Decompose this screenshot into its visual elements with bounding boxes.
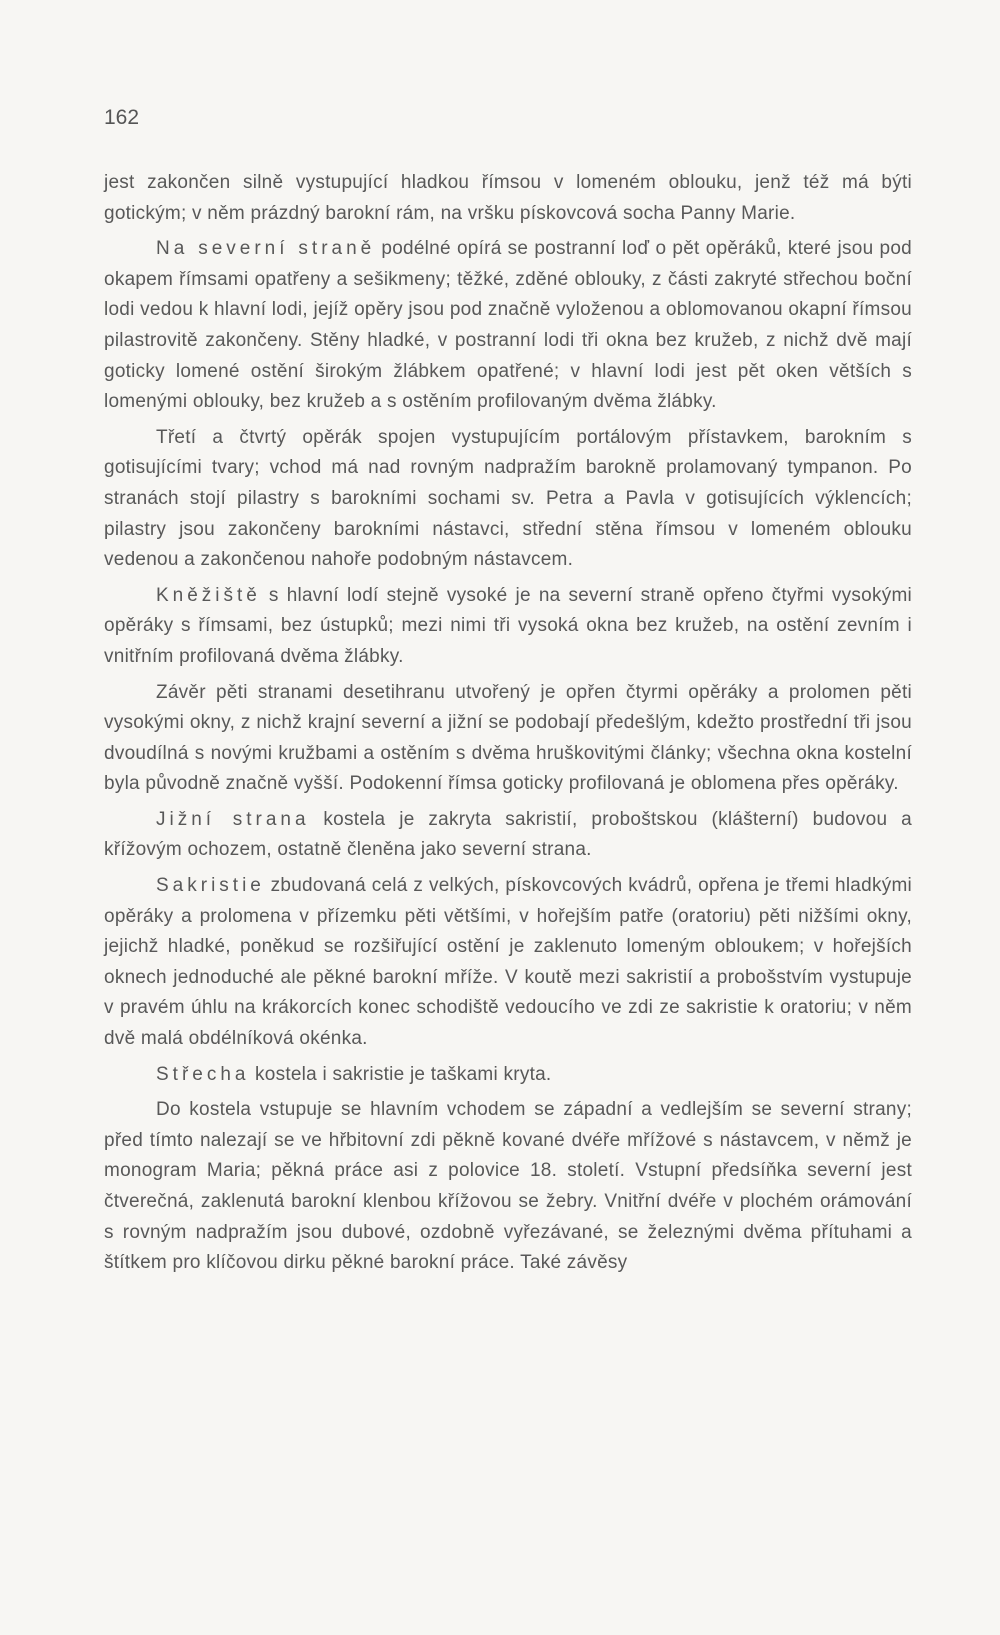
paragraph (104, 1095, 912, 1279)
paragraph-text: zbudovaná celá z velkých, pískovcových kvádrů, opřena je třemi hladkými opěráky a prolomena v přízemku pěti většími, v hořejším patře (oratoriu) pěti nižšími okny, jejichž hladké, poněkud se rozšiřující ostění je zaklenuto lomeným obloukem; v hořejších oknech jednoduché ale pěkné barokní mříže. V koutě mezi sakristií a probošstvím vystupuje v pravém úhlu na krákorcích konec schodiště vedoucího ve zdi ze sakristie k oratoriu; v něm dvě malá obdélníková okénka. (104, 875, 912, 1050)
body-text (104, 168, 912, 1284)
paragraph (104, 1060, 912, 1091)
paragraph-text: jest zakončen silně vystupující hladkou římsou v lomeném oblouku, jenž též má býti gotickým; v něm prázdný barokní rám, na vršku pískovcová socha Panny Marie. (104, 172, 912, 224)
paragraph (104, 805, 912, 866)
page-number: 162 (104, 106, 140, 129)
spaced-heading: Kněžiště (156, 584, 261, 606)
spaced-heading: Na severní straně (156, 238, 376, 260)
spaced-heading: Střecha (156, 1063, 250, 1085)
paragraph (104, 678, 912, 800)
paragraph-text: Třetí a čtvrtý opěrák spojen vystupujícím portálovým přístavkem, barokním s gotisujícími tvary; vchod má nad rovným nadpražím barokně prolamovaný tympanon. Po stranách stojí pilastry s barokními sochami sv. Petra a Pavla v gotisujících výklencích; pilastry jsou zakončeny barokními nástavci, střední stěna římsou v lomeném oblouku vedenou a zakončenou nahoře podobným nástavcem. (104, 426, 912, 571)
spaced-heading: Jižní strana (156, 808, 310, 830)
paragraph-text: podélné opírá se postranní loď o pět opěráků, které jsou pod okapem římsami opatřeny a sešikmeny; těžké, zděné oblouky, z části zakryté střechou boční lodi vedou k hlavní lodi, jejíž opěry jsou pod značně vyloženou a oblomovanou okapní římsou pilastrovitě zakončeny. Stěny hladké, v postranní lodi tři okna bez kružeb, z nichž dvě mají goticky lomené ostění širokým žlábkem opatřené; v hlavní lodi jest pět oken větších s lomenými oblouky, bez kružeb a s ostěním profilovaným dvěma žlábky. (104, 238, 912, 413)
paragraph-text: kostela je zakryta sakristií, proboštskou (klášterní) budovou a křížovým ochozem, ostatně členěna jako severní strana. (104, 808, 912, 861)
spaced-heading: Sakristie (156, 875, 265, 897)
paragraph-text: kostela i sakristie je taškami kryta. (249, 1063, 552, 1085)
paragraph (104, 423, 912, 576)
paragraph (104, 234, 912, 418)
paragraph-text: s hlavní lodí stejně vysoké je na severní straně opřeno čtyřmi vysokými opěráky s římsami, bez ústupků; mezi nimi tři vysoká okna bez kružeb, na ostění zevním i vnitřním profilovaná dvěma žlábky. (104, 584, 912, 667)
paragraph (104, 581, 912, 673)
paragraph (104, 871, 912, 1055)
paragraph (104, 168, 912, 229)
paragraph-text: Do kostela vstupuje se hlavním vchodem se západní a vedlejším se severní strany; před tímto nalezají se ve hřbitovní zdi pěkně kované dvéře mřížové s nástavcem, v němž je monogram Maria; pěkná práce asi z polovice 18. století. Vstupní předsíňka severní jest čtverečná, zaklenutá barokní klenbou křížovou se žebry. Vnitřní dvéře v plochém orámování s rovným nadpražím jsou dubové, ozdobně vyřezávané, se železnými dvěma přítuhami a štítkem pro klíčovou dirku pěkné barokní práce. Také závěsy (104, 1099, 912, 1274)
paragraph-text: Závěr pěti stranami desetihranu utvořený je opřen čtyrmi opěráky a prolomen pěti vysokými okny, z nichž krajní severní a jižní se podobají předešlým, kdežto prostřední tři jsou dvoudílná s novými kružbami a ostěním s dvěma hruškovitými články; všechna okna kostelní byla původně značně vyšší. Podokenní římsa goticky profilovaná je oblomena přes opěráky. (104, 681, 912, 795)
